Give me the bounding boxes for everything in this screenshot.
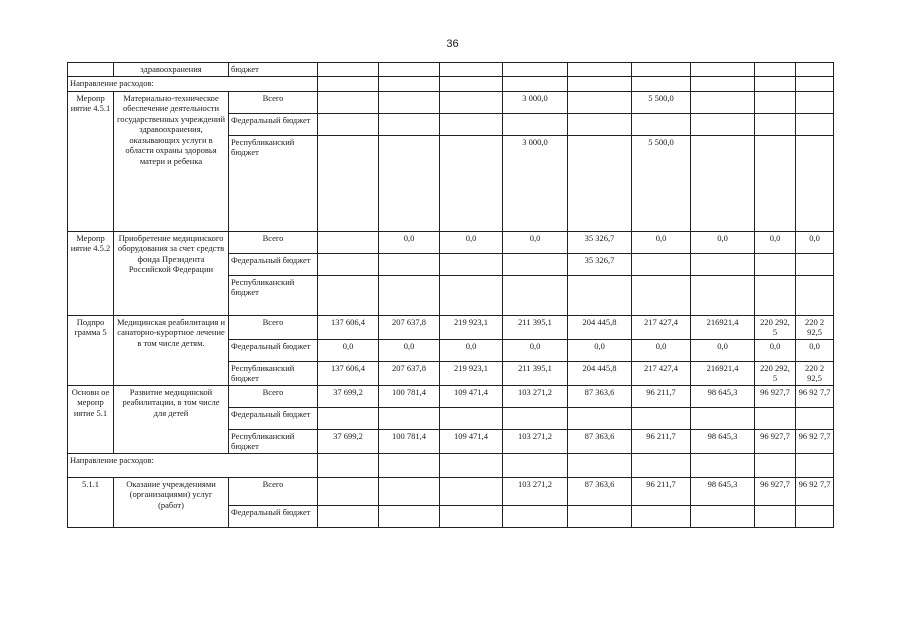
value-cell: 217 427,4 — [632, 315, 691, 339]
value-cell: 0,0 — [796, 339, 834, 361]
value-cell — [379, 91, 440, 113]
value-cell — [379, 275, 440, 315]
value-cell: 87 363,6 — [568, 385, 632, 407]
value-cell: 103 271,2 — [503, 385, 568, 407]
value-cell: 216921,4 — [691, 315, 755, 339]
value-cell — [379, 505, 440, 527]
value-cell — [318, 275, 379, 315]
table-body — [68, 63, 834, 528]
value-cell: 0,0 — [755, 231, 796, 253]
funding-source: Всего — [229, 91, 318, 113]
funding-source: Всего — [229, 385, 318, 407]
value-cell: 211 395,1 — [503, 361, 568, 385]
funding-source: Всего — [229, 477, 318, 505]
value-cell — [691, 91, 755, 113]
value-cell: 3 000,0 — [503, 91, 568, 113]
value-cell: 0,0 — [691, 339, 755, 361]
value-cell: 216921,4 — [691, 361, 755, 385]
value-cell: 0,0 — [755, 339, 796, 361]
value-cell — [379, 135, 440, 231]
value-cell — [632, 407, 691, 429]
value-cell — [440, 253, 503, 275]
value-cell — [632, 505, 691, 527]
value-cell: 109 471,4 — [440, 385, 503, 407]
value-cell — [568, 91, 632, 113]
value-cell — [796, 505, 834, 527]
value-cell: 35 326,7 — [568, 231, 632, 253]
value-cell — [568, 135, 632, 231]
value-cell — [318, 231, 379, 253]
value-cell — [568, 275, 632, 315]
value-cell — [440, 505, 503, 527]
value-cell — [440, 477, 503, 505]
page-number: 36 — [446, 38, 459, 50]
value-cell: 207 637,8 — [379, 361, 440, 385]
value-cell — [568, 113, 632, 135]
value-cell — [755, 91, 796, 113]
item-name: Оказание учреждениями (организациями) услуг (работ) — [114, 477, 229, 527]
value-cell — [318, 253, 379, 275]
value-cell: 0,0 — [318, 339, 379, 361]
value-cell — [379, 113, 440, 135]
table-row — [68, 477, 834, 505]
value-cell — [379, 253, 440, 275]
funding-source: Всего — [229, 315, 318, 339]
table-row — [68, 91, 834, 113]
value-cell: 204 445,8 — [568, 315, 632, 339]
value-cell: 5 500,0 — [632, 135, 691, 231]
direction-label: Направление расходов: — [68, 76, 318, 91]
value-cell: 37 699,2 — [318, 429, 379, 453]
value-cell — [691, 275, 755, 315]
value-cell: 204 445,8 — [568, 361, 632, 385]
value-cell: 0,0 — [503, 339, 568, 361]
value-cell — [755, 505, 796, 527]
value-cell: 87 363,6 — [568, 429, 632, 453]
value-cell — [796, 113, 834, 135]
value-cell — [318, 477, 379, 505]
funding-source: Федеральный бюджет — [229, 253, 318, 275]
value-cell — [379, 407, 440, 429]
value-cell: 220 292, 5 — [755, 315, 796, 339]
value-cell — [318, 407, 379, 429]
code-cell — [68, 63, 114, 77]
value-cell: 96 211,7 — [632, 385, 691, 407]
funding-source: Республиканский бюджет — [229, 361, 318, 385]
value-cell: 87 363,6 — [568, 477, 632, 505]
value-cell — [796, 407, 834, 429]
value-cell: 137 606,4 — [318, 315, 379, 339]
value-cell: 220 2 92,5 — [796, 315, 834, 339]
value-cell: 98 645,3 — [691, 477, 755, 505]
value-cell: 103 271,2 — [503, 477, 568, 505]
value-cell — [440, 91, 503, 113]
value-cell: 0,0 — [503, 231, 568, 253]
value-cell: 103 271,2 — [503, 429, 568, 453]
value-cell: 217 427,4 — [632, 361, 691, 385]
value-cell: 137 606,4 — [318, 361, 379, 385]
value-cell — [318, 505, 379, 527]
value-cell — [568, 407, 632, 429]
item-code: Меропр иятие 4.5.1 — [68, 91, 114, 231]
value-cell: 96 92 7,7 — [796, 385, 834, 407]
value-cell — [503, 407, 568, 429]
table-row — [68, 385, 834, 407]
value-cell — [691, 407, 755, 429]
value-cell — [691, 253, 755, 275]
value-cell — [632, 253, 691, 275]
item-name: Материально-техническое обеспечение деятельности государственных учреждений здравоохранения, оказывающих услуги в области охраны здоровья матери и ребенка — [114, 91, 229, 231]
value-cell — [755, 253, 796, 275]
value-cell: 0,0 — [440, 339, 503, 361]
value-cell: 96 927,7 — [755, 477, 796, 505]
value-cell — [503, 275, 568, 315]
direction-row — [68, 453, 834, 477]
value-cell — [440, 135, 503, 231]
value-cell: 0,0 — [379, 339, 440, 361]
value-cell — [568, 505, 632, 527]
funding-source: Республиканский бюджет — [229, 135, 318, 231]
value-cell: 0,0 — [796, 231, 834, 253]
item-code: Основн ое меропр иятие 5.1 — [68, 385, 114, 453]
value-cell — [796, 135, 834, 231]
value-cell: 98 645,3 — [691, 429, 755, 453]
value-cell: 100 781,4 — [379, 429, 440, 453]
funding-source: Всего — [229, 231, 318, 253]
value-cell — [691, 135, 755, 231]
value-cell: 37 699,2 — [318, 385, 379, 407]
value-cell: 5 500,0 — [632, 91, 691, 113]
value-cell: 207 637,8 — [379, 315, 440, 339]
value-cell: 96 92 7,7 — [796, 429, 834, 453]
value-cell: 100 781,4 — [379, 385, 440, 407]
value-cell — [691, 113, 755, 135]
funding-source: Республиканский бюджет — [229, 275, 318, 315]
value-cell — [632, 275, 691, 315]
funding-source: Федеральный бюджет — [229, 407, 318, 429]
value-cell — [318, 91, 379, 113]
budget-table — [67, 62, 834, 528]
value-cell: 109 471,4 — [440, 429, 503, 453]
value-cell — [318, 113, 379, 135]
value-cell: 220 2 92,5 — [796, 361, 834, 385]
value-cell — [796, 275, 834, 315]
direction-row — [68, 76, 834, 91]
value-cell — [691, 505, 755, 527]
value-cell — [755, 135, 796, 231]
funding-source: Федеральный бюджет — [229, 113, 318, 135]
value-cell — [503, 113, 568, 135]
value-cell — [440, 275, 503, 315]
value-cell: 96 927,7 — [755, 429, 796, 453]
item-name: Развитие медицинской реабилитации, в том числе для детей — [114, 385, 229, 453]
funding-source: Республиканский бюджет — [229, 429, 318, 453]
value-cell — [318, 135, 379, 231]
value-cell — [379, 477, 440, 505]
value-cell: 0,0 — [440, 231, 503, 253]
item-code: Подпро грамма 5 — [68, 315, 114, 385]
item-name: Приобретение медицинского оборудования за счет средств фонда Президента Российской Федерации — [114, 231, 229, 315]
value-cell — [755, 407, 796, 429]
value-cell: 0,0 — [632, 339, 691, 361]
value-cell — [440, 113, 503, 135]
value-cell: 96 92 7,7 — [796, 477, 834, 505]
value-cell: 219 923,1 — [440, 361, 503, 385]
item-name: Медицинская реабилитация и санаторно-курортное лечение в том числе детям. — [114, 315, 229, 385]
value-cell: 35 326,7 — [568, 253, 632, 275]
value-cell — [632, 113, 691, 135]
item-code: 5.1.1 — [68, 477, 114, 527]
source-cell: бюджет — [229, 63, 318, 77]
value-cell: 0,0 — [568, 339, 632, 361]
funding-source: Федеральный бюджет — [229, 505, 318, 527]
item-code: Меропр иятие 4.5.2 — [68, 231, 114, 315]
value-cell: 96 927,7 — [755, 385, 796, 407]
value-cell: 220 292, 5 — [755, 361, 796, 385]
value-cell: 219 923,1 — [440, 315, 503, 339]
table-row-top — [68, 63, 834, 77]
value-cell — [755, 275, 796, 315]
value-cell: 0,0 — [691, 231, 755, 253]
value-cell: 98 645,3 — [691, 385, 755, 407]
value-cell — [503, 253, 568, 275]
value-cell: 211 395,1 — [503, 315, 568, 339]
name-cell: здравоохранения — [114, 63, 229, 77]
value-cell — [796, 91, 834, 113]
table-row — [68, 231, 834, 253]
funding-source: Федеральный бюджет — [229, 339, 318, 361]
direction-label: Направление расходов: — [68, 453, 318, 477]
value-cell — [503, 505, 568, 527]
value-cell — [440, 407, 503, 429]
value-cell: 96 211,7 — [632, 429, 691, 453]
table-row — [68, 315, 834, 339]
value-cell — [755, 113, 796, 135]
value-cell: 3 000,0 — [503, 135, 568, 231]
value-cell: 0,0 — [632, 231, 691, 253]
value-cell: 0,0 — [379, 231, 440, 253]
value-cell: 96 211,7 — [632, 477, 691, 505]
value-cell — [796, 253, 834, 275]
